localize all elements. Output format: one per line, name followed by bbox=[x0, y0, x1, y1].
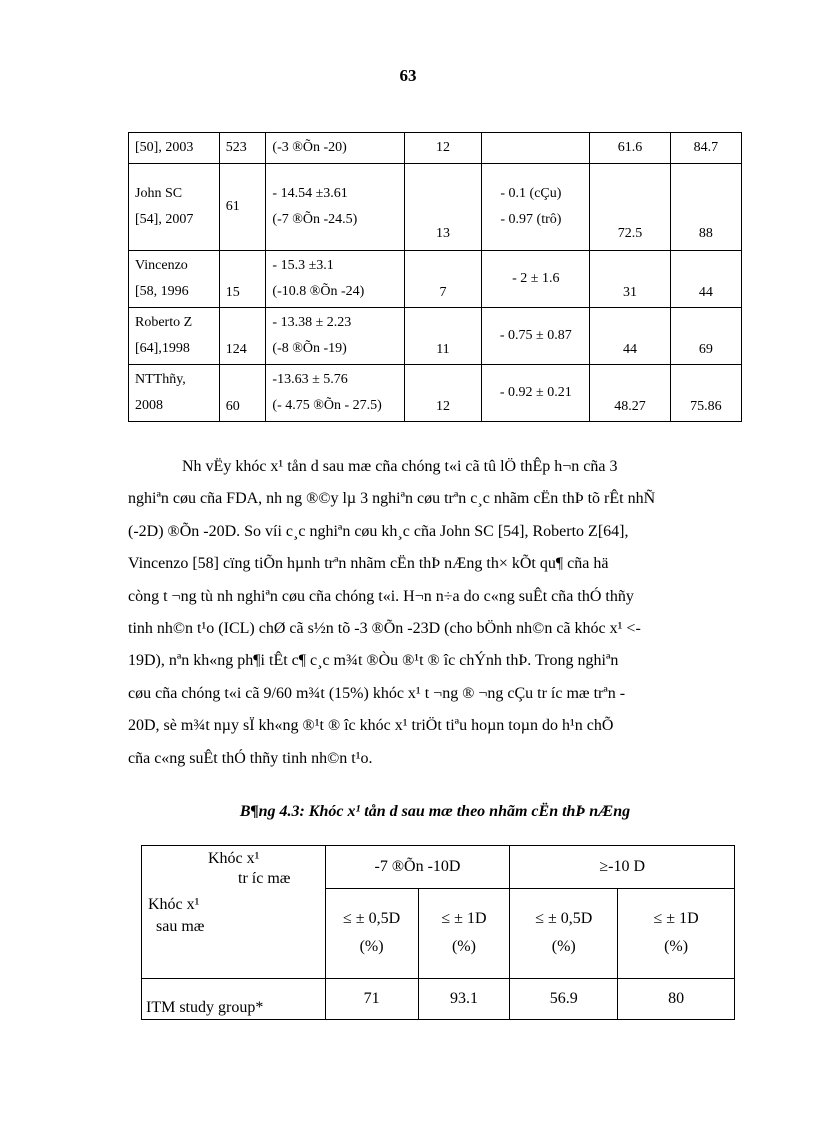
subheader-label: ≤ ± 1D bbox=[653, 910, 699, 928]
table-cell: 15 bbox=[219, 251, 266, 308]
table-cell: 71 bbox=[325, 979, 418, 1020]
row-label: ITM study group* bbox=[142, 979, 326, 1020]
table-cell bbox=[266, 251, 404, 308]
subheader-label: ≤ ± 1D bbox=[441, 910, 487, 928]
cell-line: Roberto Z bbox=[135, 315, 193, 330]
table-cell: 61.6 bbox=[590, 133, 670, 164]
cell-line: NTThñy, bbox=[135, 372, 186, 387]
table-row bbox=[142, 979, 735, 1020]
table-cell: 523 bbox=[219, 133, 266, 164]
header-text: sau mæ bbox=[156, 918, 205, 935]
header-text: Khóc x¹ bbox=[208, 850, 260, 867]
table-cell: 72.5 bbox=[590, 164, 670, 251]
text-line: 19D), nªn kh«ng ph¶i tÊt c¶ c¸c m¾t ®Òu ®¹t ® îc chÝnh thÞ. Trong nghiªn bbox=[128, 652, 619, 670]
page-number: 63 bbox=[399, 66, 417, 85]
text-line: 20D, sè m¾t nµy sÏ kh«ng ®¹t ® îc khóc x¹ triÖt tiªu hoµn toµn do h¹n chÕ bbox=[128, 717, 614, 735]
table-cell bbox=[266, 365, 404, 422]
table-row bbox=[129, 133, 742, 164]
cell-line: - 13.38 ± 2.23 bbox=[272, 315, 352, 330]
table-cell: 69 bbox=[670, 308, 741, 365]
table-cell: 124 bbox=[219, 308, 266, 365]
cell-line: - 15.3 ±3.1 bbox=[272, 258, 334, 273]
subheader-unit: (%) bbox=[551, 938, 576, 956]
table-cell: 60 bbox=[219, 365, 266, 422]
table-cell: 75.86 bbox=[670, 365, 741, 422]
cell-line: - 14.54 ±3.61 bbox=[272, 186, 348, 201]
subheader-label: ≤ ± 0,5D bbox=[343, 910, 401, 928]
table-cell bbox=[266, 164, 404, 251]
table-cell bbox=[129, 365, 220, 422]
subheader-cell bbox=[618, 888, 735, 978]
cell-line: (-8 ®Õn -19) bbox=[272, 341, 347, 356]
table-cell: 80 bbox=[618, 979, 735, 1020]
cell-line: (- 4.75 ®Õn - 27.5) bbox=[272, 398, 382, 413]
body-paragraph bbox=[128, 451, 742, 775]
text-line: nghiªn cøu cña FDA, nh ng ®©y lµ 3 nghiªn cøu trªn c¸c nhãm cËn thÞ tõ rÊt nhÑ bbox=[128, 490, 656, 508]
table-cell bbox=[129, 308, 220, 365]
table-cell: 44 bbox=[670, 251, 741, 308]
table-cell: - 0.75 ± 0.87 bbox=[482, 308, 590, 365]
table-cell: 88 bbox=[670, 164, 741, 251]
table-row bbox=[142, 846, 735, 889]
cell-line: [64],1998 bbox=[135, 341, 190, 356]
text-line: Nh vËy khóc x¹ tån d sau mæ cña chóng t«i cã tû lÖ thÊp h¬n cña 3 bbox=[182, 458, 618, 475]
table-cell: [50], 2003 bbox=[129, 133, 220, 164]
table-cell: 44 bbox=[590, 308, 670, 365]
table-row bbox=[129, 308, 742, 365]
table-cell: 11 bbox=[404, 308, 482, 365]
cell-line: John SC bbox=[135, 186, 183, 201]
subheader-unit: (%) bbox=[359, 938, 384, 956]
subheader-unit: (%) bbox=[664, 938, 689, 956]
table-cell bbox=[266, 308, 404, 365]
diagonal-header-cell bbox=[142, 846, 326, 979]
table-cell bbox=[129, 251, 220, 308]
table-cell bbox=[129, 164, 220, 251]
subheader-cell bbox=[325, 888, 418, 978]
table-cell: 7 bbox=[404, 251, 482, 308]
text-line: Vincenzo [58] cïng tiÕn hµnh trªn nhãm cËn thÞ nÆng th× kÕt qu¶ cña hä bbox=[128, 555, 609, 573]
cell-line: - 0.97 (trô) bbox=[500, 212, 562, 227]
cell-line: -13.63 ± 5.76 bbox=[272, 372, 348, 387]
group-header: ≥-10 D bbox=[510, 846, 735, 889]
cell-line: - 0.1 (cÇu) bbox=[500, 186, 562, 201]
table-row bbox=[129, 164, 742, 251]
cell-line: (-10.8 ®Õn -24) bbox=[272, 284, 365, 299]
cell-line: [54], 2007 bbox=[135, 212, 194, 227]
table-cell: - 2 ± 1.6 bbox=[482, 251, 590, 308]
subheader-label: ≤ ± 0,5D bbox=[535, 910, 593, 928]
table-cell: 61 bbox=[219, 164, 266, 251]
group-header: -7 ®Õn -10D bbox=[325, 846, 510, 889]
subheader-cell bbox=[418, 888, 510, 978]
residual-refraction-table bbox=[141, 845, 735, 1020]
text-line: cña c«ng suÊt thÓ thñy tinh nh©n t¹o. bbox=[128, 749, 373, 767]
table-cell: 56.9 bbox=[510, 979, 618, 1020]
table-cell bbox=[482, 133, 590, 164]
table-caption: B¶ng 4.3: Khóc x¹ tån d sau mæ theo nhãm cËn thÞ nÆng bbox=[239, 803, 631, 820]
text-line: còng t ¬ng tù nh nghiªn cøu cña chóng t«i. H¬n n÷a do c«ng suÊt cña thÓ thñy bbox=[128, 587, 634, 605]
cell-line: 2008 bbox=[135, 398, 163, 413]
table-cell: 31 bbox=[590, 251, 670, 308]
cell-line: (-7 ®Õn -24.5) bbox=[272, 212, 358, 227]
table-cell: (-3 ®Õn -20) bbox=[266, 133, 404, 164]
table-row bbox=[129, 365, 742, 422]
header-text: tr íc mæ bbox=[238, 870, 291, 887]
subheader-cell bbox=[510, 888, 618, 978]
text-line: cøu cña chóng t«i cã 9/60 m¾t (15%) khóc x¹ t ¬ng ® ¬ng cÇu tr íc mæ trªn - bbox=[128, 684, 626, 702]
table-row bbox=[129, 251, 742, 308]
table-cell: 93.1 bbox=[418, 979, 510, 1020]
table-cell bbox=[482, 164, 590, 251]
cell-line: [58, 1996 bbox=[135, 284, 189, 299]
table-cell: - 0.92 ± 0.21 bbox=[482, 365, 590, 422]
text-line: (-2D) ®Õn -20D. So víi c¸c nghiªn cøu kh¸c cña John SC [54], Roberto Z[64], bbox=[128, 522, 629, 540]
text-line: tinh nh©n t¹o (ICL) chØ cã s½n tõ -3 ®Õn -23D (cho bÖnh nh©n cã khóc x¹ <- bbox=[128, 620, 641, 638]
table-cell: 13 bbox=[404, 164, 482, 251]
header-text: Khóc x¹ bbox=[148, 896, 200, 913]
subheader-unit: (%) bbox=[451, 938, 476, 956]
table-cell: 12 bbox=[404, 133, 482, 164]
table-cell: 12 bbox=[404, 365, 482, 422]
refraction-comparison-table bbox=[128, 132, 742, 422]
cell-line: Vincenzo bbox=[135, 258, 188, 273]
table-cell: 48.27 bbox=[590, 365, 670, 422]
table-cell: 84.7 bbox=[670, 133, 741, 164]
